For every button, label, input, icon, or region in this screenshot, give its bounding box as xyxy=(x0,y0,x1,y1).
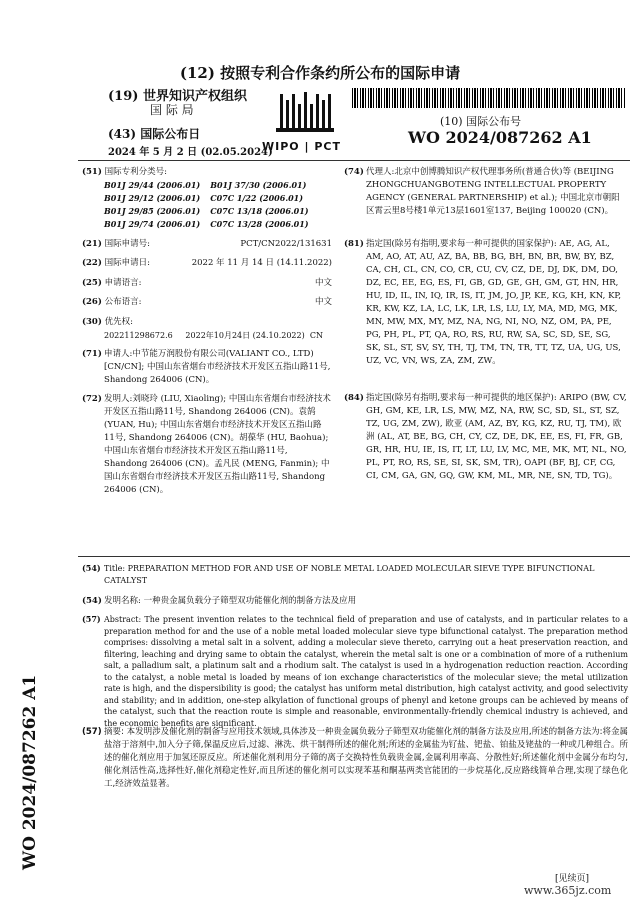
ipc-code: C07C 1/22 (2006.01) xyxy=(210,193,304,203)
field-26-title: 公布语言: xyxy=(104,297,142,307)
field-72-text: 发明人:刘晓玲 (LIU, Xiaoling); 中国山东省烟台市经济技术开发区五指山路11号, Shandong 264006 (CN)。袁鹄 (YUAN, Hu); 中国山东省烟台市经济技术开发区五指山路11号, Shandong 264006 (CN)。胡葆华 (HU, Baohua); 中国山东省烟台市经济技术开发区五指山路11号, Shandong 264006 (CN)。孟凡民 (MENG, Fanmin); 中国山东省烟台市经济技术开发区五指山路11号, Shandong 264006 (CN)。 xyxy=(104,394,331,495)
field-81 xyxy=(344,238,628,368)
field-71-code: (71) xyxy=(82,349,102,359)
field-74-code: (74) xyxy=(344,167,364,177)
field-72-code: (72) xyxy=(82,394,102,404)
field-30 xyxy=(82,316,332,342)
field-25-code: (25) xyxy=(82,278,102,288)
pubno-code: (10) xyxy=(440,115,463,128)
sidebar-publication-number: WO 2024/087262 A1 xyxy=(20,674,40,870)
org-name: 世界知识产权组织 xyxy=(142,89,247,104)
ipc-col-2 xyxy=(210,179,308,231)
wipo-pct-label: WIPO | PCT xyxy=(262,140,341,153)
field-81-text: 指定国(除另有指明,要求每一种可提供的国家保护): AE, AG, AL, AM, AO, AT, AU, AZ, BA, BB, BG, BH, BN, BR, BW, BY, BZ, CA, CH, CL, CN, CO, CR, CU, CV, CZ, DE, DJ, DK, DM, DO, DZ, EC, EE, EG, ES, FI, GB, GD, GE, GH, GM, GT, HN, HR, HU, ID, IL, IN, IQ, IR, IS, IT, JM, JO, JP, KE, KG, KH, KN, KP, KR, KW, KZ, LA, LC, LK, LR, LS, LU, LY, MA, MD, MG, MK, MN, MW, MX, MY, MZ, NA, NG, NI, NO, NZ, OM, PA, PE, PG, PH, PL, PT, QA, RO, RS, RU, RW, SA, SC, SD, SE, SG, SK, SL, ST, SV, SY, TH, TJ, TM, TN, TR, TT, TZ, UA, UG, US, UZ, VC, VN, WS, ZA, ZM, ZW。 xyxy=(366,239,622,366)
pubdate-label: 国际公布日 xyxy=(140,127,201,141)
ipc-code: B01J 29/12 (2006.01) xyxy=(104,193,201,203)
field-51-code: (51) xyxy=(82,167,102,177)
field-25 xyxy=(82,277,332,290)
field-71-text: 申请人:中节能万润股份有限公司(VALIANT CO., LTD) [CN/CN]; 中国山东省烟台市经济技术开发区五指山路11号, Shandong 264006 (CN)。 xyxy=(104,349,331,385)
publication-number: WO 2024/087262 A1 xyxy=(408,128,592,147)
field-71 xyxy=(82,348,332,387)
ipc-code: B01J 29/74 (2006.01) xyxy=(104,219,201,229)
field-21-title: 国际申请号: xyxy=(104,239,150,249)
field-54-en-text: Title: PREPARATION METHOD FOR AND USE OF NOBLE METAL LOADED MOLECULAR SIEVE TYPE BIFUNCTIONAL CATALYST xyxy=(104,564,595,585)
ipc-code: B01J 37/30 (2006.01) xyxy=(210,180,307,190)
field-84 xyxy=(344,392,628,483)
field-84-code: (84) xyxy=(344,393,364,403)
abstract-en xyxy=(82,614,628,729)
field-22 xyxy=(82,257,332,270)
field-51 xyxy=(82,166,332,231)
field-21-code: (21) xyxy=(82,239,102,249)
field-84-text: 指定国(除另有指明,要求每一种可提供的地区保护): ARIPO (BW, CV, GH, GM, KE, LR, LS, MW, MZ, NA, RW, SC, SD, SL, ST, SZ, TZ, UG, ZM, ZW), 欧亚 (AM, AZ, BY, KG, KZ, RU, TJ, TM), 欧洲 (AL, AT, BE, BG, CH, CY, CZ, DE, DK, EE, ES, FI, FR, GB, GR, HR, HU, IE, IS, IT, LT, LU, LV, MC, ME, MK, MT, NL, NO, PL, PT, RO, RS, SE, SI, SK, SM, TR), OAPI (BF, BJ, CF, CG, CI, CM, GA, GN, GQ, GW, KM, ML, MR, NE, SN, TD, TG)。 xyxy=(366,393,627,481)
field-30-title: 优先权: xyxy=(104,317,133,327)
continued-label: [见续页] xyxy=(555,874,590,884)
header-divider xyxy=(78,160,630,161)
field-54-zh-code: (54) xyxy=(82,596,102,606)
pubno-label: 国际公布号 xyxy=(466,115,522,128)
field-25-title: 申请语言: xyxy=(104,278,142,288)
pubdate-code: (43) xyxy=(108,127,137,141)
org-code: (19) xyxy=(108,89,139,104)
pubdate-header xyxy=(108,125,200,142)
field-51-title: 国际专利分类号: xyxy=(104,167,167,177)
field-21 xyxy=(82,238,332,251)
abstract-en-text: Abstract: The present invention relates to the technical field of preparation and use of catalysts, and in particular relates to a preparation method for and the use of a noble metal loaded molecular sieve type bifunctional catalyst. The preparation method comprises: dissolving a metal salt in a solvent, adding a molecular sieve thereto, carrying out a heat preservation reaction, and filtering, leaching and drying same to obtain the catalyst, wherein the metal salt is one or a combination of more of a ruthenium salt, a palladium salt, a platinum salt and a rhodium salt. The catalyst is used in a hydrogenation reduction reaction. According to the catalyst, a noble metal is loaded by means of ion exchange characteristics of the molecular sieve; the metal utilization rate is high, and the dispersibility is good; the catalyst has uniform metal distribution, high catalyst activity, and good selectivity and stability; and in addition, one-step alkylation of functional groups of phenyl and ketone groups can be achieved by means of the catalyst, such that the reaction route is simple and reasonable, environmentally-friendly chemical industry is achieved, and the economic benefits are significant. xyxy=(104,615,628,728)
field-22-title: 国际申请日: xyxy=(104,258,150,268)
abstract-zh-code: (57) xyxy=(82,727,102,737)
field-22-value: 2022 年 11 月 14 日 (14.11.2022) xyxy=(191,258,332,268)
field-72 xyxy=(82,393,332,497)
field-25-value: 中文 xyxy=(314,278,332,288)
field-30-code: (30) xyxy=(82,317,102,327)
field-26-value: 中文 xyxy=(314,297,332,307)
ipc-col-1 xyxy=(104,179,200,231)
field-81-code: (81) xyxy=(344,239,364,249)
abstract-en-code: (57) xyxy=(82,614,101,624)
field-21-value: PCT/CN2022/131631 xyxy=(240,239,332,249)
field-26-code: (26) xyxy=(82,297,102,307)
ipc-code: C07C 13/18 (2006.01) xyxy=(210,206,309,216)
field-74 xyxy=(344,166,628,218)
field-26 xyxy=(82,296,332,309)
pubno-header xyxy=(440,113,521,129)
field-54-zh xyxy=(82,595,628,608)
field-74-text: 代理人:北京中创博腾知识产权代理事务所(普通合伙)等 (BEIJING ZHONGCHUANGBOTENG INTELLECTUAL PROPERTY AGENCY (GENERAL PARTNERSHIP) et al.); 中国北京市朝阳区霄云里8号楼1单元13层1601室137, Beijing 100020 (CN)。 xyxy=(366,167,620,216)
abstract-zh xyxy=(82,726,628,791)
document-title: (12) 按照专利合作条约所公布的国际申请 xyxy=(179,64,461,82)
bureau-label: 国 际 局 xyxy=(150,103,194,117)
barcode xyxy=(352,88,626,108)
field-54-en-code: (54) xyxy=(82,563,101,573)
ipc-code: C07C 13/28 (2006.01) xyxy=(210,219,309,229)
pubdate-value: 2024 年 5 月 2 日 (02.05.2024) xyxy=(108,147,273,158)
ipc-table xyxy=(104,179,332,231)
field-30-value: 202211298672.6 2022年10月24日 (24.10.2022) CN xyxy=(104,331,323,340)
abstract-divider xyxy=(78,556,630,557)
field-54-zh-text: 发明名称: 一种贵金属负载分子筛型双功能催化剂的制备方法及应用 xyxy=(104,596,357,606)
abstract-zh-text: 摘要: 本发明涉及催化剂的制备与应用技术领域,具体涉及一种贵金属负载分子筛型双功能催化剂的制备方法及应用,所述的制备方法为:将金属盐溶于溶剂中,加入分子筛,保温反应后,过滤、淋洗、烘干制得所述的催化剂;所述的金属盐为钌盐、钯盐、铂盐及铑盐的一种或几种组合。所述的催化剂应用于加氢还原反应。所述催化剂利用分子筛的离子交换特性负载贵金属,金属利用率高、分散性好;所述催化剂中金属分布均匀,催化剂活性高,选择性好,催化剂稳定性好,而且所述的催化剂可以实现苯基和酮基两类官能团的一步烷基化,反应路线简单合理,实现了绿色化工,经济效益显著。 xyxy=(104,727,628,789)
field-54-en xyxy=(82,563,628,586)
ipc-code: B01J 29/44 (2006.01) xyxy=(104,180,201,190)
watermark: www.365jz.com xyxy=(524,884,612,897)
field-22-code: (22) xyxy=(82,258,102,268)
ipc-code: B01J 29/85 (2006.01) xyxy=(104,206,201,216)
wipo-logo-icon xyxy=(270,90,340,138)
